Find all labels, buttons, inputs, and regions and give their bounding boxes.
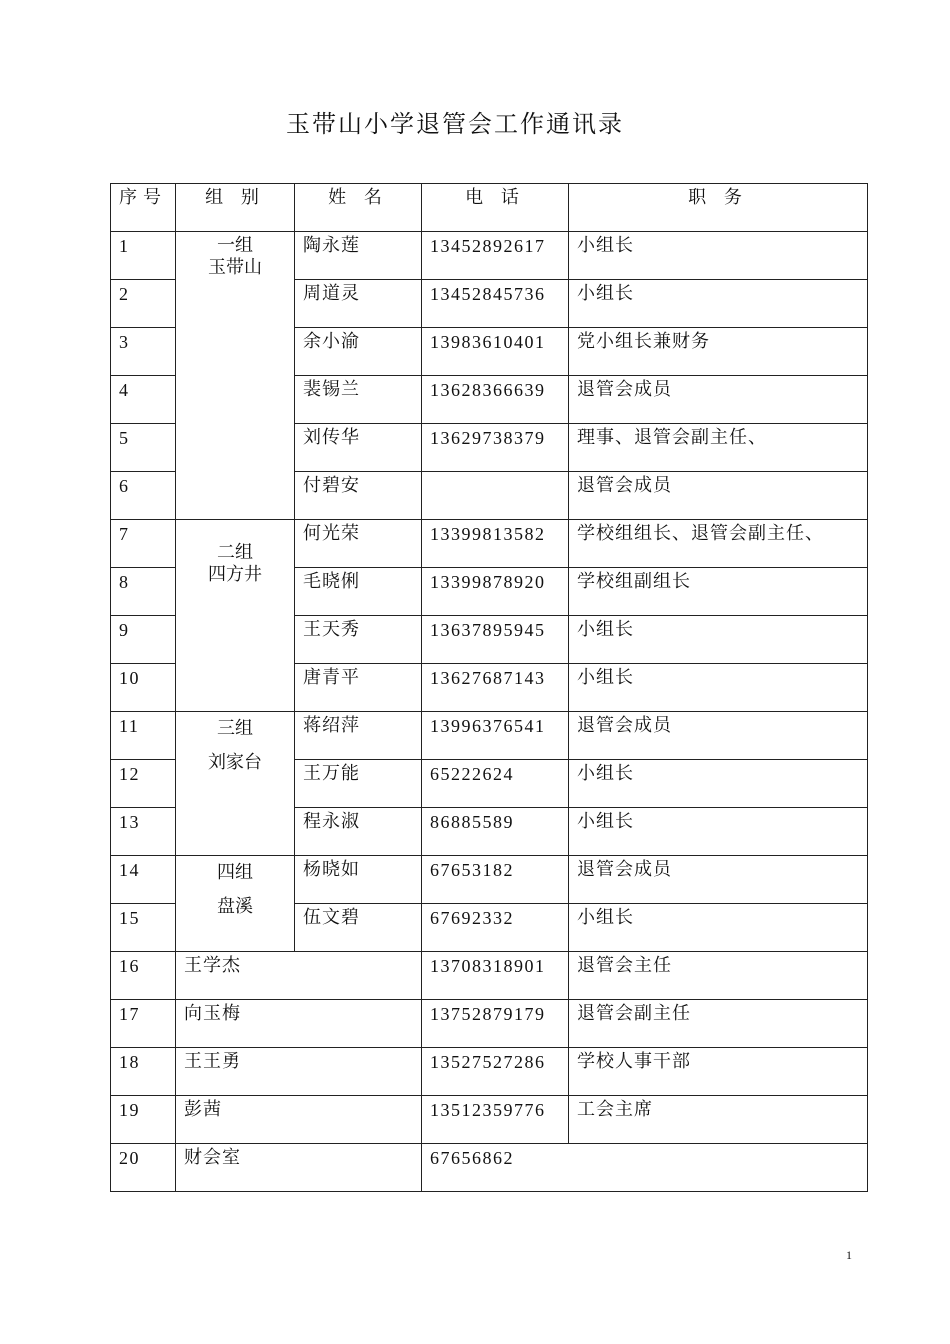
table-row: [111, 1144, 868, 1192]
member-name: 陶永莲: [295, 232, 422, 280]
member-role: 小组长: [569, 664, 868, 712]
group-cell: [176, 856, 295, 952]
row-index: 9: [111, 616, 176, 664]
member-phone: 13752879179: [422, 1000, 569, 1048]
member-name: 杨晓如: [295, 856, 422, 904]
table-row: [111, 952, 868, 1000]
row-index: 13: [111, 808, 176, 856]
member-name: 财会室: [176, 1144, 422, 1192]
row-index: 7: [111, 520, 176, 568]
member-phone: 13399878920: [422, 568, 569, 616]
row-index: 6: [111, 472, 176, 520]
member-phone: 13452845736: [422, 280, 569, 328]
group-location: 四方井: [208, 564, 262, 585]
member-role: 学校人事干部: [569, 1048, 868, 1096]
member-role: 小组长: [569, 616, 868, 664]
group-label: 四组: [217, 862, 253, 883]
header-phone: 电 话: [422, 184, 569, 232]
header-name: 姓 名: [295, 184, 422, 232]
member-role: 理事、退管会副主任、: [569, 424, 868, 472]
member-phone: 13996376541: [422, 712, 569, 760]
header-index: 序号: [111, 184, 176, 232]
member-phone: 13527527286: [422, 1048, 569, 1096]
row-index: 14: [111, 856, 176, 904]
table-row: [111, 520, 868, 568]
header-role: 职 务: [569, 184, 868, 232]
row-index: 8: [111, 568, 176, 616]
member-phone: 67656862: [422, 1144, 868, 1192]
member-phone: 13628366639: [422, 376, 569, 424]
table-row: [111, 712, 868, 760]
contact-directory-table: [110, 183, 868, 1192]
member-phone: 13399813582: [422, 520, 569, 568]
member-role: 小组长: [569, 232, 868, 280]
member-role: 退管会副主任: [569, 1000, 868, 1048]
member-phone: 13983610401: [422, 328, 569, 376]
page-number: 1: [846, 1248, 852, 1262]
member-phone: 13629738379: [422, 424, 569, 472]
member-name: 王学杰: [176, 952, 422, 1000]
member-name: 毛晓俐: [295, 568, 422, 616]
group-cell: [176, 232, 295, 520]
group-cell: [176, 712, 295, 856]
member-name: 蒋绍萍: [295, 712, 422, 760]
member-name: 余小渝: [295, 328, 422, 376]
group-label: 三组: [217, 718, 253, 739]
member-name: 彭茜: [176, 1096, 422, 1144]
row-index: 17: [111, 1000, 176, 1048]
row-index: 15: [111, 904, 176, 952]
row-index: 2: [111, 280, 176, 328]
member-name: 王王勇: [176, 1048, 422, 1096]
member-name: 向玉梅: [176, 1000, 422, 1048]
row-index: 18: [111, 1048, 176, 1096]
member-role: 学校组副组长: [569, 568, 868, 616]
member-role: 退管会成员: [569, 856, 868, 904]
row-index: 5: [111, 424, 176, 472]
page-title: 玉带山小学退管会工作通讯录: [286, 110, 624, 138]
member-phone: 13627687143: [422, 664, 569, 712]
member-phone: 13637895945: [422, 616, 569, 664]
row-index: 19: [111, 1096, 176, 1144]
member-name: 伍文碧: [295, 904, 422, 952]
member-phone: 67653182: [422, 856, 569, 904]
row-index: 10: [111, 664, 176, 712]
row-index: 11: [111, 712, 176, 760]
member-role: 退管会成员: [569, 712, 868, 760]
group-label: 二组: [217, 542, 253, 563]
row-index: 4: [111, 376, 176, 424]
member-role: 学校组组长、退管会副主任、: [569, 520, 868, 568]
member-role: 小组长: [569, 904, 868, 952]
member-phone: 13708318901: [422, 952, 569, 1000]
member-phone: 67692332: [422, 904, 569, 952]
table-row: [111, 1048, 868, 1096]
member-role: 小组长: [569, 760, 868, 808]
member-name: 王天秀: [295, 616, 422, 664]
group-cell: [176, 520, 295, 712]
member-role: 退管会成员: [569, 472, 868, 520]
table-row: [111, 232, 868, 280]
group-location: 盘溪: [217, 896, 253, 917]
member-name: 程永淑: [295, 808, 422, 856]
row-index: 16: [111, 952, 176, 1000]
member-role: 党小组长兼财务: [569, 328, 868, 376]
member-role: 工会主席: [569, 1096, 868, 1144]
member-phone: 65222624: [422, 760, 569, 808]
row-index: 12: [111, 760, 176, 808]
row-index: 3: [111, 328, 176, 376]
member-role: 退管会成员: [569, 376, 868, 424]
member-phone: 13452892617: [422, 232, 569, 280]
group-location: 玉带山: [208, 257, 262, 278]
group-location: 刘家台: [208, 752, 262, 773]
row-index: 20: [111, 1144, 176, 1192]
table-row: [111, 856, 868, 904]
member-role: 小组长: [569, 280, 868, 328]
table-row: [111, 1000, 868, 1048]
member-name: 王万能: [295, 760, 422, 808]
header-group: 组 别: [176, 184, 295, 232]
member-name: 何光荣: [295, 520, 422, 568]
member-phone: 13512359776: [422, 1096, 569, 1144]
member-role: 退管会主任: [569, 952, 868, 1000]
table-header-row: [111, 184, 868, 232]
member-role: 小组长: [569, 808, 868, 856]
table-row: [111, 1096, 868, 1144]
group-label: 一组: [217, 235, 253, 256]
member-phone: [422, 472, 569, 520]
member-name: 唐青平: [295, 664, 422, 712]
member-phone: 86885589: [422, 808, 569, 856]
member-name: 刘传华: [295, 424, 422, 472]
member-name: 周道灵: [295, 280, 422, 328]
member-name: 裴锡兰: [295, 376, 422, 424]
member-name: 付碧安: [295, 472, 422, 520]
row-index: 1: [111, 232, 176, 280]
